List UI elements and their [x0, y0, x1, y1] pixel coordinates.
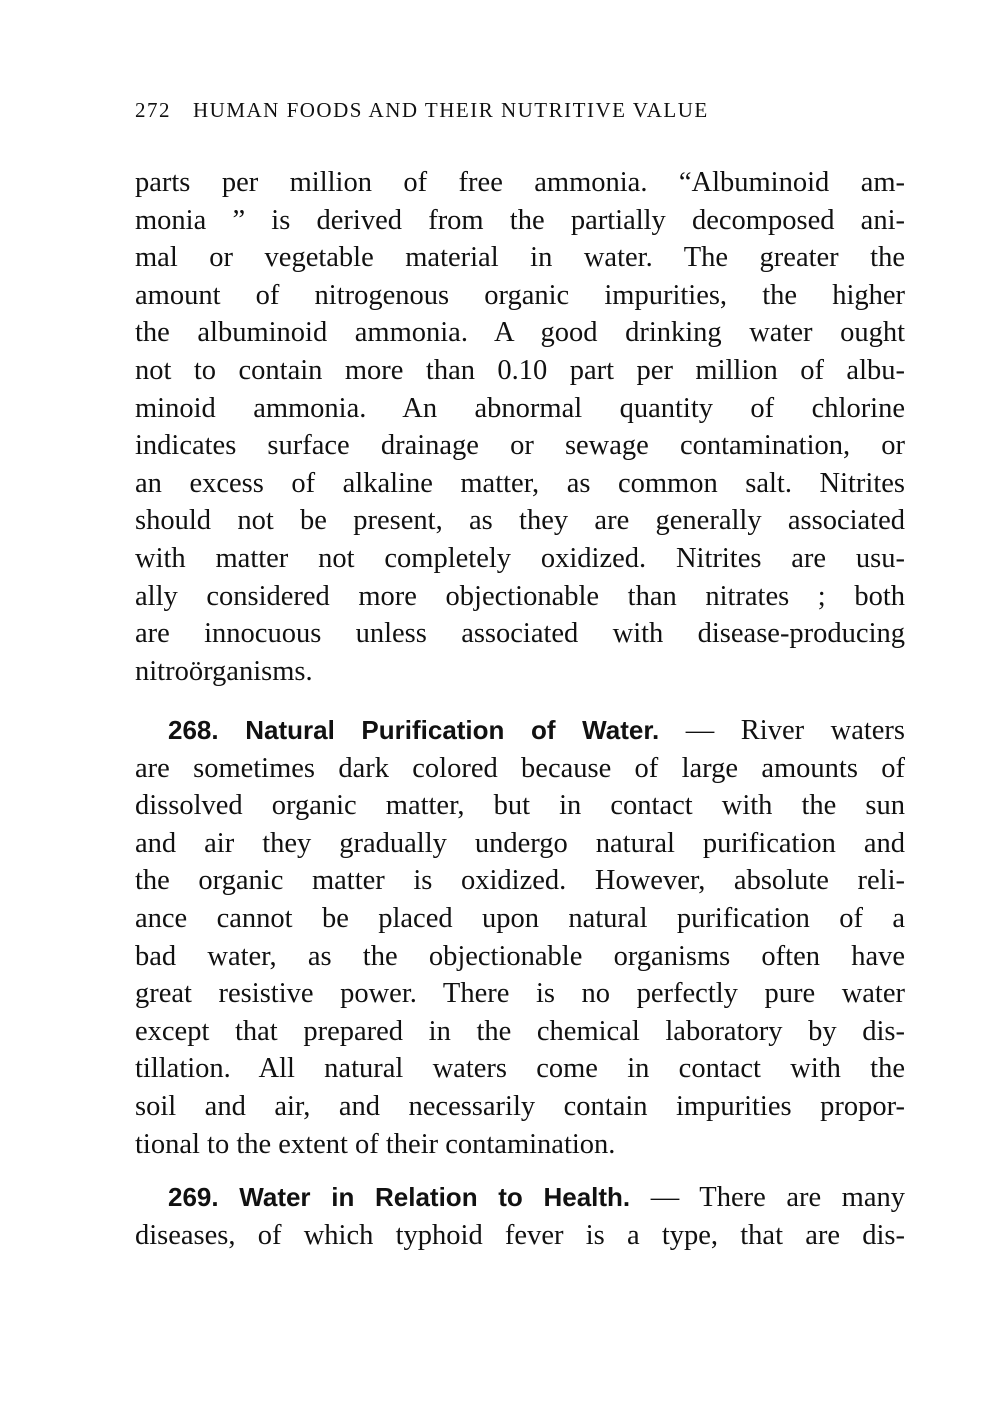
text-line: an excess of alkaline matter, as common salt. Nitrites: [135, 467, 905, 499]
text-line: nitroörganisms.: [135, 655, 313, 687]
paragraph-continued: [135, 164, 905, 690]
text-line: tional to the extent of their contamination.: [135, 1128, 616, 1160]
text-line: ally considered more objectionable than nitrates ; both: [135, 580, 905, 612]
text-line: amount of nitrogenous organic impurities, the higher: [135, 279, 905, 311]
page-number: 272: [135, 98, 171, 122]
section-first-line: [135, 1179, 905, 1217]
section-heading: 269. Water in Relation to Health.: [168, 1182, 631, 1212]
text-run: — River waters: [659, 715, 905, 746]
text-line: soil and air, and necessarily contain impurities propor-: [135, 1090, 905, 1122]
text-line: are sometimes dark colored because of large amounts of: [135, 752, 905, 784]
text-line: the albuminoid ammonia. A good drinking water ought: [135, 317, 905, 349]
text-line: diseases, of which typhoid fever is a type, that are dis-: [135, 1219, 905, 1251]
text-line: and air they gradually undergo natural purification and: [135, 827, 905, 859]
text-line: great resistive power. There is no perfectly pure water: [135, 978, 905, 1010]
section-268: [135, 712, 905, 1163]
text-line: parts per million of free ammonia. “Albuminoid am-: [135, 167, 905, 198]
text-line: ance cannot be placed upon natural purification of a: [135, 902, 905, 934]
text-line: are innocuous unless associated with disease-producing: [135, 618, 905, 650]
section-first-line: [135, 712, 905, 750]
running-title: HUMAN FOODS AND THEIR NUTRITIVE VALUE: [193, 98, 709, 122]
text-line: dissolved organic matter, but in contact with the sun: [135, 790, 905, 822]
text-line: with matter not completely oxidized. Nitrites are usu-: [135, 542, 905, 574]
text-line: except that prepared in the chemical laboratory by dis-: [135, 1015, 905, 1047]
text-line: bad water, as the objectionable organisms often have: [135, 940, 905, 972]
text-line: monia ” is derived from the partially decomposed ani-: [135, 204, 905, 236]
text-line: minoid ammonia. An abnormal quantity of chlorine: [135, 392, 905, 424]
text-line: tillation. All natural waters come in contact with the: [135, 1053, 905, 1085]
text-line: indicates surface drainage or sewage contamination, or: [135, 430, 905, 462]
text-line: not to contain more than 0.10 part per million of albu-: [135, 354, 905, 386]
section-269: [135, 1179, 905, 1254]
text-line: mal or vegetable material in water. The greater the: [135, 242, 905, 274]
text-line: the organic matter is oxidized. However, absolute reli-: [135, 865, 905, 897]
text-run: — There are many: [630, 1182, 906, 1213]
text-line: should not be present, as they are generally associated: [135, 505, 905, 537]
section-heading: 268. Natural Purification of Water.: [168, 715, 660, 745]
running-header: [135, 98, 847, 123]
